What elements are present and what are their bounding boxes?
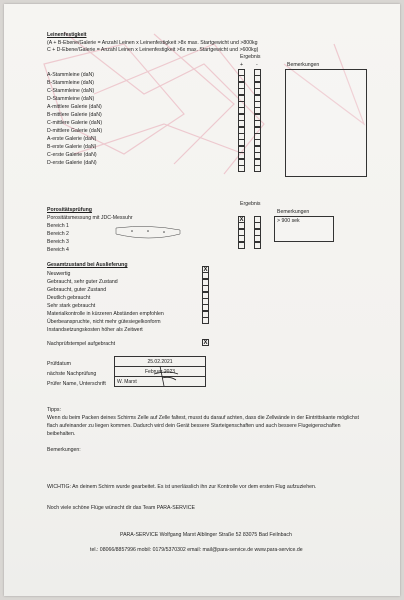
porosity-remark-value: > 900 sek: [277, 218, 300, 224]
minus-label: -: [256, 62, 258, 68]
warning-text: WICHTIG: An deinem Schirm wurde gearbeitet. Es ist unerlässlich ihn zur Kontrolle vor dem ersten Flug aufzuziehen.: [47, 484, 317, 490]
list-item: C-Stammleine (daN): [47, 88, 95, 94]
inspector-label: Prüfer Name, Unterschrift: [47, 381, 106, 387]
inspection-date-value[interactable]: 25.02.2021: [115, 357, 206, 367]
list-item: B-Stammleine (daN): [47, 80, 94, 86]
list-item: Deutlich gebraucht: [47, 295, 91, 301]
list-item: D-Stammleine (daN): [47, 96, 95, 102]
footer-contact: tel.: 08066/8857996 mobil: 0179/5370302 email: mail@para-service.de www.para-service.de: [90, 547, 303, 553]
list-item: Neuwertig: [47, 271, 71, 277]
list-item: Materialkontrolle in kürzeren Abständen empfohlen: [47, 311, 164, 317]
porosity-minus-column[interactable]: [254, 216, 261, 248]
porosity-check-mark: X: [239, 217, 244, 223]
list-item: B-erste Galerie (daN): [47, 144, 97, 150]
list-item: Überbeanspruchte, nicht mehr gütesiegelkonform: [47, 319, 161, 325]
next-inspection-label: nächste Nachprüfung: [47, 371, 97, 377]
condition-checkbox-column[interactable]: [202, 266, 209, 324]
porosity-plus-column[interactable]: [238, 216, 245, 248]
list-item: D-erste Galerie (daN): [47, 160, 97, 166]
list-item: A-erste Galerie (daN): [47, 136, 97, 142]
condition-check-mark: X: [203, 267, 208, 273]
condition-heading: Gesamtzustand bei Auslieferung: [47, 262, 128, 268]
stamp-checkbox[interactable]: X: [203, 340, 208, 346]
remarks-label: Bemerkungen: [287, 62, 320, 68]
list-item: Bereich 1: [47, 223, 69, 229]
leinenfestigkeit-heading: Leinenfestigkeit: [47, 32, 87, 38]
plus-label: +: [240, 62, 244, 68]
porosity-result-label: Ergebnis: [240, 201, 261, 207]
handwritten-signature: [152, 364, 182, 388]
formula-line-1: (A + B-Ebene/Galerie = Anzahl Leinen x Leinenfestigkeit >8x max. Startgewicht und >800kg: [47, 40, 258, 46]
footer-address: PARA-SERVICE Wolfgang Marxt Alblinger Straße 52 83075 Bad Feilnbach: [120, 532, 292, 538]
wing-sketch-icon: [114, 222, 184, 244]
porosity-remarks-box[interactable]: [274, 216, 334, 242]
tips-heading: Tipps:: [47, 407, 61, 413]
next-inspection-value[interactable]: Februar 2023: [115, 367, 206, 377]
list-item: A-mittlere Galerie (daN): [47, 104, 102, 110]
result-label: Ergebnis: [240, 54, 261, 60]
list-item: C-erste Galerie (daN): [47, 152, 97, 158]
porosity-method: Porositätsmessung mit JDC-Messuhr: [47, 215, 133, 221]
list-item: B-mittlere Galerie (daN): [47, 112, 102, 118]
list-item: Instandsetzungskosten höher als Zeitwert: [47, 327, 143, 333]
inspection-date-label: Prüfdatum: [47, 361, 71, 367]
list-item: Bereich 2: [47, 231, 69, 237]
tips-line-3: beibehalten.: [47, 431, 76, 437]
list-item: Bereich 4: [47, 247, 69, 253]
formula-line-2: C + D-Ebene/Galerie = Anzahl Leinen x Leinenfestigkeit >6x max. Startgewicht und >600kg): [47, 47, 259, 53]
stamp-label: Nachprüfstempel aufgebracht: [47, 341, 116, 347]
inspector-value[interactable]: W. Marxt: [115, 377, 206, 387]
list-item: C-mittlere Galerie (daN): [47, 120, 103, 126]
porosity-heading: Porositätsprüfung: [47, 207, 92, 213]
remarks-line: Bemerkungen:: [47, 447, 81, 453]
remarks-box[interactable]: [285, 69, 367, 177]
closing-text: Noch viele schöne Flüge wünscht dir das Team PARA-SERVICE: [47, 505, 195, 511]
list-item: Gebraucht, sehr guter Zustand: [47, 279, 118, 285]
tips-line-2: flach aufeinander zu liegen kommen. Dadurch wird dein Gerät bessere Starteigenschaften und auch bessere Flugeigenschaften: [47, 423, 341, 429]
list-item: D-mittlere Galerie (daN): [47, 128, 103, 134]
tips-line-1: Wenn du beim Packen deines Schirms Zelle auf Zelle faltest, musst du darauf achten, dass die Zellwände in der Eintrittskante möglichst: [47, 415, 359, 421]
plus-checkbox-column[interactable]: [238, 69, 245, 172]
list-item: Gebraucht, guter Zustand: [47, 287, 107, 293]
list-item: A-Stammleine (daN): [47, 72, 94, 78]
minus-checkbox-column[interactable]: [254, 69, 261, 172]
list-item: Sehr stark gebraucht: [47, 303, 96, 309]
document-page: [4, 4, 400, 596]
list-item: Bereich 3: [47, 239, 69, 245]
porosity-remarks-label: Bemerkungen: [277, 209, 310, 215]
